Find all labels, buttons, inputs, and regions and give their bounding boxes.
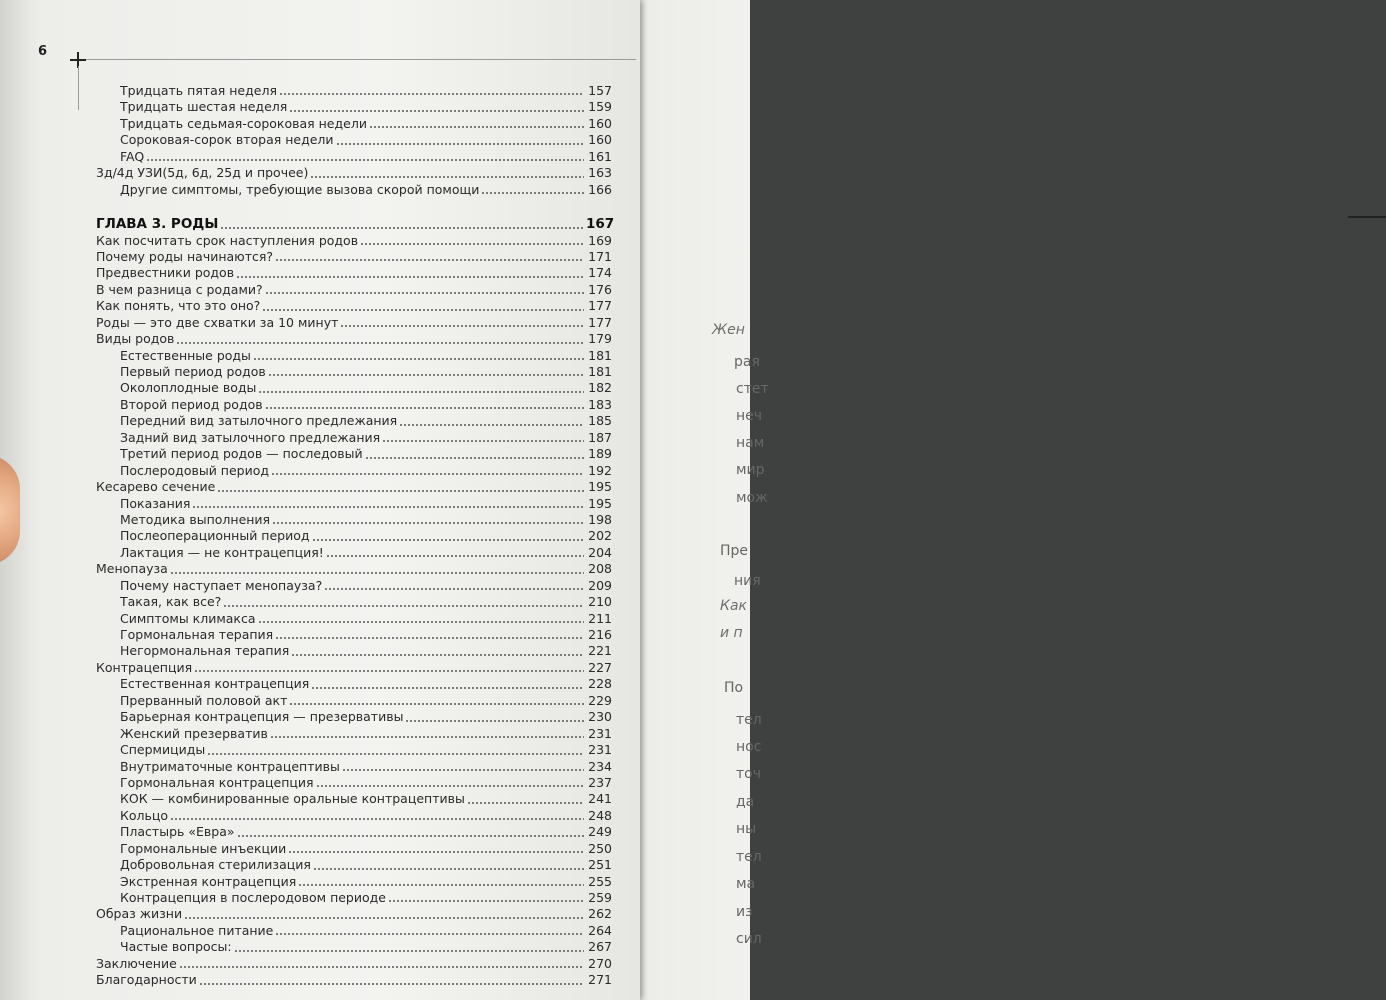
right-page-fragment: рая (734, 354, 760, 370)
toc-entry-page: 177 (588, 298, 612, 314)
toc-entry (96, 808, 612, 824)
toc-entry-title: Такая, как все? (120, 594, 222, 610)
toc-entry-page: 209 (588, 577, 612, 593)
dot-leader (288, 851, 584, 853)
toc-entry (96, 149, 612, 165)
toc-entry-title: Менопауза (96, 561, 168, 577)
toc-entry (96, 265, 612, 281)
toc-entry (96, 578, 612, 594)
dot-leader (223, 605, 584, 607)
right-page-fragment: точ (736, 766, 761, 782)
dot-leader (234, 950, 584, 952)
toc-entry-page: 230 (588, 709, 612, 725)
dot-leader (279, 93, 584, 95)
toc-entry-page: 210 (588, 594, 612, 610)
dot-leader (289, 110, 584, 112)
dot-leader (289, 703, 584, 705)
toc-entry-page: 157 (588, 83, 612, 98)
toc-entry-title: Тридцать шестая неделя (120, 99, 288, 115)
toc-entry-page: 202 (588, 528, 612, 544)
toc-entry-page: 159 (588, 99, 612, 115)
toc-entry-title: Сороковая-сорок вторая недели (120, 132, 334, 148)
right-page-fragment: и п (720, 625, 743, 641)
toc-entry (96, 397, 612, 413)
toc-entry-page: 251 (588, 857, 612, 873)
toc-entry (96, 364, 612, 380)
toc-entry (96, 742, 612, 758)
toc-entry-title: Экстренная контрацепция (120, 873, 297, 889)
toc-entry-page: 195 (588, 495, 612, 511)
dot-leader (313, 868, 584, 870)
toc-entry-page: 237 (588, 774, 612, 790)
right-page-fragment: неч (736, 408, 763, 424)
dot-leader (336, 143, 584, 145)
dot-leader (170, 572, 584, 574)
dot-leader (199, 983, 584, 985)
toc-entry (96, 413, 612, 429)
right-page-fragment: ма (736, 876, 756, 892)
toc-entry-page: 234 (588, 758, 612, 774)
table-of-contents (96, 83, 615, 989)
toc-entry-page: 192 (588, 462, 612, 478)
toc-entry-title: Виды родов (96, 331, 175, 347)
toc-entry-page: 161 (588, 148, 612, 164)
toc-entry-title: Другие симптомы, требующие вызова скорой помощи (120, 181, 480, 197)
toc-entry (96, 676, 612, 692)
toc-entry-title: Частые вопросы: (120, 939, 232, 955)
toc-entry-page: 229 (588, 692, 612, 708)
toc-entry-page: 177 (588, 314, 612, 330)
toc-entry-title: 3д/4д УЗИ(5д, 6д, 25д и прочее) (96, 165, 309, 181)
toc-entry-page: 181 (588, 347, 612, 363)
toc-entry (96, 759, 612, 775)
toc-entry (96, 643, 612, 659)
toc-entry (96, 298, 612, 314)
right-page-fragment: нам (736, 435, 765, 451)
toc-entry-page: 208 (588, 561, 612, 577)
toc-entry (96, 939, 612, 955)
toc-entry (96, 857, 612, 873)
margin-rule (78, 66, 79, 110)
dot-leader (312, 539, 584, 541)
dot-leader (265, 292, 584, 294)
page-number: 6 (38, 44, 48, 59)
right-page-fragment: сил (736, 931, 762, 947)
toc-entry-title: Послеоперационный период (120, 528, 310, 544)
dot-leader (311, 687, 584, 689)
dot-leader (316, 785, 584, 787)
dot-leader (271, 473, 584, 475)
toc-entry (96, 906, 612, 922)
dot-leader (399, 424, 584, 426)
toc-entry (96, 331, 612, 347)
dot-leader (405, 720, 584, 722)
toc-entry-title: Второй период родов (120, 396, 263, 412)
toc-entry-title: Тридцать седьмая-сороковая недели (120, 115, 367, 131)
toc-entry-title: Пластырь «Евра» (120, 824, 235, 840)
toc-entry-title: КОК — комбинированные оральные контрацептивы (120, 791, 465, 807)
right-page-fragment: мож (736, 490, 768, 506)
toc-entry (96, 430, 612, 446)
toc-entry (96, 956, 612, 972)
toc-entry-page: 182 (588, 380, 612, 396)
toc-entry-page: 183 (588, 396, 612, 412)
dot-leader (324, 588, 584, 590)
dot-leader (481, 192, 584, 194)
toc-entry (96, 972, 612, 988)
toc-entry (96, 627, 612, 643)
right-page-fragment: тел (736, 712, 762, 728)
dot-leader (258, 391, 584, 393)
right-page-rule (1348, 216, 1386, 218)
toc-entry-title: Прерванный половой акт (120, 692, 288, 708)
dot-leader (184, 917, 584, 919)
toc-entry-title: Кольцо (120, 807, 169, 823)
toc-entry-title: Гормональные инъекции (120, 840, 287, 856)
toc-entry-page: 189 (588, 446, 612, 462)
toc-entry-page: 195 (588, 479, 612, 495)
toc-entry-title: FAQ (120, 148, 145, 164)
dot-leader (220, 227, 584, 229)
toc-entry-title: Почему роды начинаются? (96, 248, 273, 264)
toc-entry-page: 160 (588, 115, 612, 131)
toc-entry-page: 216 (588, 627, 612, 642)
toc-entry-title: Как понять, что это оно? (96, 298, 261, 314)
dot-leader (236, 276, 584, 278)
dot-leader (217, 490, 584, 492)
toc-entry-page: 271 (588, 972, 612, 988)
chapter-heading (96, 216, 615, 233)
toc-entry (96, 874, 612, 890)
toc-entry (96, 561, 612, 577)
dot-leader (298, 884, 584, 886)
toc-entry (96, 726, 612, 742)
toc-entry-page: 176 (588, 281, 612, 297)
toc-entry-page: 231 (588, 742, 612, 758)
toc-entry (96, 824, 612, 840)
toc-entry-page: 204 (588, 544, 612, 560)
toc-entry (96, 165, 612, 181)
toc-entry-page: 231 (588, 725, 612, 741)
toc-entry-page: 211 (588, 610, 612, 626)
toc-entry-title: Третий период родов — последовый (120, 446, 363, 462)
toc-entry-page: 179 (588, 331, 612, 347)
toc-entry-title: Лактация — не контрацепция! (120, 544, 324, 560)
toc-entry-title: Показания (120, 495, 191, 511)
toc-entry (96, 348, 612, 364)
toc-entry-page: 163 (588, 165, 612, 181)
toc-entry-title: Спермициды (120, 742, 206, 758)
toc-entry (96, 923, 612, 939)
toc-entry (96, 99, 612, 115)
toc-entry-title: Околоплодные воды (120, 380, 257, 396)
left-page (0, 0, 640, 1000)
toc-entry (96, 528, 612, 544)
toc-entry-title: Естественные роды (120, 347, 251, 363)
dot-leader (146, 159, 584, 161)
toc-entry-page: 185 (588, 413, 612, 429)
right-page-fragment: стет (736, 381, 769, 397)
dot-leader (326, 555, 584, 557)
right-page-fragment: мир (736, 462, 765, 478)
toc-entry-title: Негормональная терапия (120, 643, 290, 659)
toc-entry-page: 228 (588, 676, 612, 692)
toc-entry-title: Как посчитать срок наступления родов (96, 232, 359, 248)
toc-entry-page: 167 (586, 216, 615, 233)
toc-entry-title: Кесарево сечение (96, 479, 216, 495)
toc-entry-title: Задний вид затылочного предлежания (120, 429, 381, 445)
right-page-fragment: Как (720, 598, 747, 614)
toc-entry-title: Барьерная контрацепция — презервативы (120, 709, 404, 725)
toc-entry-title: В чем разница с родами? (96, 281, 263, 297)
toc-entry-title: Внутриматочные контрацептивы (120, 758, 340, 774)
toc-entry (96, 660, 612, 676)
right-page-fragment: из (736, 904, 753, 920)
toc-entry-title: Гормональная контрацепция (120, 774, 314, 790)
toc-entry-title: Предвестники родов (96, 265, 235, 281)
toc-entry-page: 169 (588, 232, 612, 248)
dot-leader (258, 621, 585, 623)
toc-entry-page: 187 (588, 429, 612, 445)
toc-entry-page: 250 (588, 840, 612, 856)
toc-entry (96, 315, 612, 331)
right-page-fragment: ны (736, 821, 757, 837)
right-page-fragment: Пре (720, 543, 749, 559)
dot-leader (192, 506, 584, 508)
dot-leader (342, 769, 584, 771)
toc-entry (96, 380, 612, 396)
dot-leader (275, 933, 584, 935)
toc-entry (96, 446, 612, 462)
toc-entry-page: 160 (588, 132, 612, 148)
dot-leader (237, 835, 584, 837)
toc-entry (96, 132, 612, 148)
dot-leader (253, 358, 584, 360)
dot-leader (265, 407, 584, 409)
toc-entry (96, 83, 612, 99)
toc-entry (96, 709, 612, 725)
toc-entry-page: 259 (588, 890, 612, 905)
toc-entry-title: ГЛАВА 3. РОДЫ (96, 216, 219, 233)
toc-entry-title: Симптомы климакса (120, 610, 256, 626)
dot-leader (194, 670, 584, 672)
toc-entry (96, 890, 612, 906)
toc-entry-page: 174 (588, 265, 612, 281)
toc-entry (96, 249, 612, 265)
toc-entry (96, 496, 612, 512)
toc-entry-page: 181 (588, 364, 612, 379)
toc-entry (96, 775, 612, 791)
right-page-fragment: тел (736, 849, 762, 865)
toc-entry-page: 270 (588, 955, 612, 971)
toc-entry-title: Заключение (96, 955, 177, 971)
toc-entry (96, 116, 612, 132)
toc-entry (96, 791, 612, 807)
toc-entry-title: Контрацепция в послеродовом периоде (120, 890, 386, 905)
toc-entry (96, 479, 612, 495)
toc-entry-title: Женский презерватив (120, 725, 268, 741)
right-page-fragment: да (736, 794, 755, 810)
dot-leader (340, 325, 584, 327)
toc-entry-page: 267 (588, 939, 612, 955)
dot-leader (369, 126, 584, 128)
toc-entry-page: 198 (588, 511, 612, 527)
dot-leader (272, 522, 584, 524)
header-rule (86, 59, 636, 60)
right-page-fragment: По (724, 680, 744, 696)
toc-entry-title: Методика выполнения (120, 511, 271, 527)
dot-leader (268, 374, 584, 376)
dot-leader (360, 243, 584, 245)
dot-leader (207, 753, 584, 755)
toc-entry-page: 255 (588, 873, 612, 889)
section-gap (96, 198, 612, 216)
toc-entry-page: 248 (588, 807, 612, 823)
dot-leader (262, 309, 584, 311)
toc-entry-title: Образ жизни (96, 906, 183, 922)
dot-leader (388, 900, 584, 902)
dot-leader (310, 176, 584, 178)
toc-entry (96, 594, 612, 610)
toc-entry-page: 264 (588, 922, 612, 938)
toc-entry (96, 182, 612, 198)
dot-leader (176, 342, 584, 344)
right-page-fragment: ния (734, 573, 761, 589)
toc-entry-title: Гормональная терапия (120, 627, 274, 642)
toc-entry-title: Благодарности (96, 972, 197, 988)
right-page (636, 0, 750, 1000)
toc-entry-title: Естественная контрацепция (120, 676, 310, 692)
dot-leader (170, 818, 584, 820)
dot-leader (291, 654, 584, 656)
toc-entry (96, 693, 612, 709)
toc-entry-page: 249 (588, 824, 612, 840)
toc-entry-page: 221 (588, 643, 612, 659)
toc-entry-page: 227 (588, 659, 612, 675)
toc-entry (96, 841, 612, 857)
toc-entry-title: Добровольная стерилизация (120, 857, 311, 873)
toc-entry-page: 262 (588, 906, 612, 922)
toc-entry (96, 512, 612, 528)
toc-entry-title: Почему наступает менопауза? (120, 577, 323, 593)
toc-entry-title: Передний вид затылочного предлежания (120, 413, 398, 429)
right-page-fragment: Жен (712, 322, 745, 338)
toc-entry-title: Контрацепция (96, 659, 193, 675)
toc-entry (96, 282, 612, 298)
toc-entry-title: Рациональное питание (120, 922, 274, 938)
dot-leader (275, 637, 584, 639)
toc-entry (96, 463, 612, 479)
toc-entry-page: 171 (588, 248, 612, 264)
toc-entry (96, 233, 612, 249)
dot-leader (179, 966, 584, 968)
right-page-fragment: нос (736, 739, 762, 755)
toc-entry-title: Роды — это две схватки за 10 минут (96, 314, 339, 330)
dot-leader (467, 802, 584, 804)
dot-leader (275, 259, 584, 261)
toc-entry-page: 241 (588, 791, 612, 807)
dot-leader (365, 457, 584, 459)
toc-entry-title: Тридцать пятая неделя (120, 83, 277, 98)
toc-entry (96, 545, 612, 561)
dot-leader (270, 736, 584, 738)
toc-entry-title: Первый период родов (120, 364, 266, 379)
toc-entry-title: Послеродовый период (120, 462, 270, 478)
toc-entry (96, 611, 612, 627)
dot-leader (382, 440, 584, 442)
toc-entry-page: 166 (588, 181, 612, 197)
